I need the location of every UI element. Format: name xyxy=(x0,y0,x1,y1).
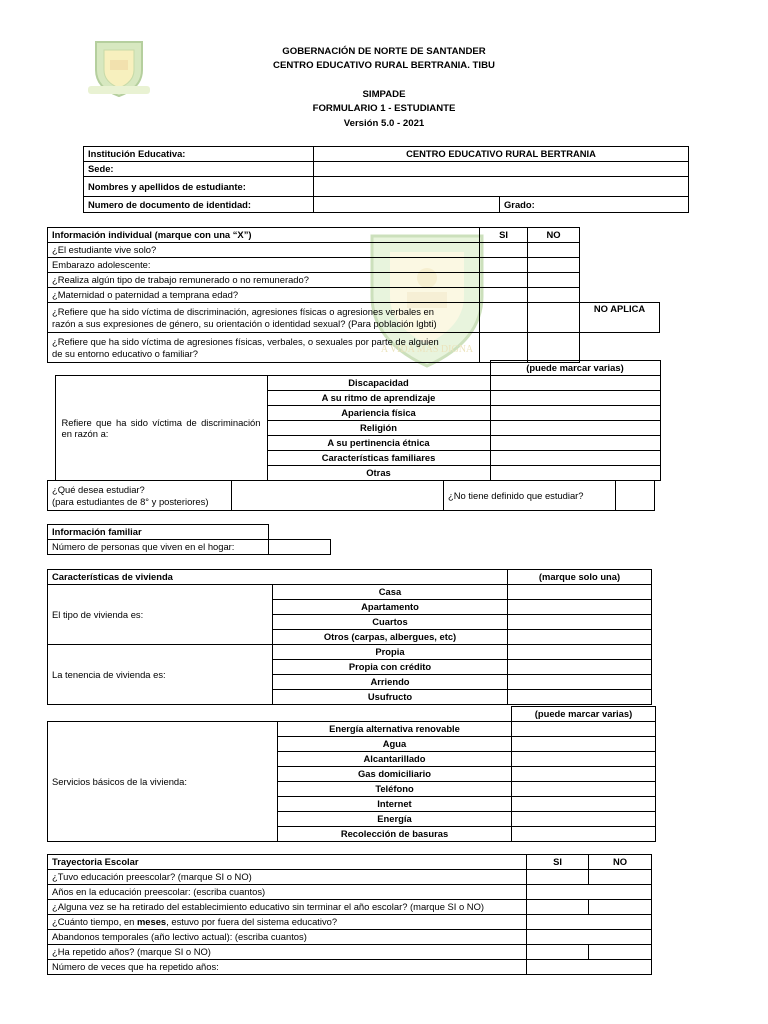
family-title: Información familiar xyxy=(48,525,269,540)
option-usufructo: Usufructo xyxy=(273,690,508,705)
answer-box[interactable] xyxy=(512,797,656,812)
answer-box[interactable] xyxy=(512,812,656,827)
q-meses-fuera: ¿Cuánto tiempo, en meses, estuvo por fuera del sistema educativo? xyxy=(48,915,527,930)
answer-box[interactable] xyxy=(490,436,660,451)
answer-box[interactable] xyxy=(508,615,652,630)
answer-box[interactable] xyxy=(508,690,652,705)
answer-box[interactable] xyxy=(512,722,656,737)
option-otras: Otras xyxy=(267,466,490,481)
housing-table xyxy=(47,569,652,705)
sede-label: Sede: xyxy=(84,162,314,177)
answer-box[interactable] xyxy=(508,630,652,645)
housing-title: Características de vivienda xyxy=(48,570,508,585)
q-discriminacion-lgbti: ¿Refiere que ha sido víctima de discriminación, agresiones físicas o agresiones verbales en razón a sus expresiones de género, su orientación o identidad sexual? (Para población lgbti) xyxy=(48,303,480,333)
watermark-motto: A VIDA MÁS DIGNA xyxy=(380,344,474,355)
option-energia: Energía xyxy=(278,812,512,827)
option-recoleccion-basuras: Recolección de basuras xyxy=(278,827,512,842)
option-propia-credito: Propia con crédito xyxy=(273,660,508,675)
no-header: NO xyxy=(528,228,580,243)
answer-box[interactable] xyxy=(512,752,656,767)
answer-box[interactable] xyxy=(508,585,652,600)
answer-no[interactable] xyxy=(589,945,652,960)
answer-box[interactable] xyxy=(490,391,660,406)
grado-label[interactable]: Grado: xyxy=(500,197,689,213)
answer-si[interactable] xyxy=(480,333,528,363)
option-telefono: Teléfono xyxy=(278,782,512,797)
answer-box[interactable] xyxy=(490,376,660,391)
family-table xyxy=(47,524,331,555)
abandonos-field[interactable] xyxy=(527,930,652,945)
q-personas-hogar: Número de personas que viven en el hogar: xyxy=(48,540,269,555)
no-definido-box[interactable] xyxy=(616,481,655,511)
q-preescolar: ¿Tuvo educación preescolar? (marque SI o NO) xyxy=(48,870,527,885)
option-ritmo-aprendizaje: A su ritmo de aprendizaje xyxy=(267,391,490,406)
option-apariencia-fisica: Apariencia física xyxy=(267,406,490,421)
multiple-choice-note: (puede marcar varias) xyxy=(490,361,660,376)
answer-box[interactable] xyxy=(508,600,652,615)
option-energia-alternativa: Energía alternativa renovable xyxy=(278,722,512,737)
discrimination-table xyxy=(47,360,661,481)
answer-box[interactable] xyxy=(512,827,656,842)
option-internet: Internet xyxy=(278,797,512,812)
answer-box[interactable] xyxy=(490,406,660,421)
answer-si[interactable] xyxy=(480,258,528,273)
answer-box[interactable] xyxy=(512,737,656,752)
answer-no[interactable] xyxy=(589,870,652,885)
answer-box[interactable] xyxy=(490,421,660,436)
option-discapacidad: Discapacidad xyxy=(267,376,490,391)
study-field[interactable] xyxy=(232,481,444,511)
school-si-header: SI xyxy=(527,855,589,870)
answer-si[interactable] xyxy=(480,288,528,303)
answer-si[interactable] xyxy=(480,303,528,333)
option-alcantarillado: Alcantarillado xyxy=(278,752,512,767)
school-trajectory-table xyxy=(47,854,652,975)
option-arriendo: Arriendo xyxy=(273,675,508,690)
answer-no[interactable] xyxy=(528,333,580,363)
q-repetido: ¿Ha repetido años? (marque SI o NO) xyxy=(48,945,527,960)
discrimination-label: Refiere que ha sido víctima de discriminación en razón a: xyxy=(55,376,267,481)
q-vive-solo: ¿El estudiante vive solo? xyxy=(48,243,480,258)
one-choice-note: (marque solo una) xyxy=(508,570,652,585)
answer-box[interactable] xyxy=(508,660,652,675)
answer-no[interactable] xyxy=(589,900,652,915)
answer-si[interactable] xyxy=(480,243,528,258)
option-agua: Agua xyxy=(278,737,512,752)
document-field[interactable] xyxy=(314,197,500,213)
option-otros-vivienda: Otros (carpas, albergues, etc) xyxy=(273,630,508,645)
answer-no[interactable] xyxy=(528,288,580,303)
option-gas-domiciliario: Gas domiciliario xyxy=(278,767,512,782)
q-veces-repetido: Número de veces que ha repetido años: xyxy=(48,960,527,975)
answer-si[interactable] xyxy=(527,945,589,960)
answer-no[interactable] xyxy=(528,258,580,273)
answer-no[interactable] xyxy=(528,273,580,288)
q-no-definido: ¿No tiene definido que estudiar? xyxy=(444,481,616,511)
individual-title: Información individual (marque con una “X”) xyxy=(48,228,480,243)
q-abandonos: Abandonos temporales (año lectivo actual): (escriba cuantos) xyxy=(48,930,527,945)
document-label: Numero de documento de identidad: xyxy=(84,197,314,213)
q-embarazo: Embarazo adolescente: xyxy=(48,258,480,273)
option-cuartos: Cuartos xyxy=(273,615,508,630)
header-line-4: FORMULARIO 1 - ESTUDIANTE xyxy=(312,103,456,114)
header-line-1: GOBERNACIÓN DE NORTE DE SANTANDER xyxy=(282,46,486,57)
student-name-label: Nombres y apellidos de estudiante: xyxy=(84,177,314,197)
option-religion: Religión xyxy=(267,421,490,436)
sede-field[interactable] xyxy=(314,162,689,177)
option-apartamento: Apartamento xyxy=(273,600,508,615)
student-name-field[interactable] xyxy=(314,177,689,197)
q-trabajo: ¿Realiza algún tipo de trabajo remunerado o no remunerado? xyxy=(48,273,480,288)
answer-si[interactable] xyxy=(527,900,589,915)
answer-box[interactable] xyxy=(508,675,652,690)
institution-table xyxy=(83,146,689,213)
services-multiple-note: (puede marcar varias) xyxy=(512,707,656,722)
services-label: Servicios básicos de la vivienda: xyxy=(48,722,278,842)
services-table xyxy=(47,706,656,842)
header-line-3: SIMPADE xyxy=(362,89,406,100)
q-agresiones: ¿Refiere que ha sido víctima de agresiones físicas, verbales, o sexuales por parte de alguien de su entorno educativo o familiar? xyxy=(48,333,480,363)
meses-fuera-field[interactable] xyxy=(527,915,652,930)
q-retirado: ¿Alguna vez se ha retirado del establecimiento educativo sin terminar el año escolar? (marque SI o NO) xyxy=(48,900,527,915)
answer-no[interactable] xyxy=(528,303,580,333)
answer-box[interactable] xyxy=(512,767,656,782)
q-anos-preescolar: Años en la educación preescolar: (escriba cuantos) xyxy=(48,885,527,900)
school-no-header: NO xyxy=(589,855,652,870)
answer-no[interactable] xyxy=(528,243,580,258)
option-casa: Casa xyxy=(273,585,508,600)
individual-info-table xyxy=(47,227,660,363)
answer-si[interactable] xyxy=(527,870,589,885)
header-line-2: CENTRO EDUCATIVO RURAL BERTRANIA. TIBU xyxy=(273,60,495,71)
housing-type-label: El tipo de vivienda es: xyxy=(48,585,273,645)
answer-si[interactable] xyxy=(480,273,528,288)
veces-repetido-field[interactable] xyxy=(527,960,652,975)
anos-preescolar-field[interactable] xyxy=(527,885,652,900)
q-maternidad: ¿Maternidad o paternidad a temprana edad? xyxy=(48,288,480,303)
option-propia: Propia xyxy=(273,645,508,660)
no-aplica-header[interactable]: NO APLICA xyxy=(580,303,660,333)
answer-box[interactable] xyxy=(508,645,652,660)
answer-box[interactable] xyxy=(512,782,656,797)
q-que-desea-estudiar: ¿Qué desea estudiar? (para estudiantes de 8° y posteriores) xyxy=(48,481,232,511)
personas-hogar-field[interactable] xyxy=(269,540,331,555)
option-caracteristicas-familiares: Características familiares xyxy=(267,451,490,466)
answer-box[interactable] xyxy=(490,451,660,466)
housing-tenure-label: La tenencia de vivienda es: xyxy=(48,645,273,705)
option-pertinencia-etnica: A su pertinencia étnica xyxy=(267,436,490,451)
si-header: SI xyxy=(480,228,528,243)
institution-value[interactable]: CENTRO EDUCATIVO RURAL BERTRANIA xyxy=(314,147,689,162)
institution-label: Institución Educativa: xyxy=(84,147,314,162)
header-line-5: Versión 5.0 - 2021 xyxy=(343,118,425,129)
school-title: Trayectoria Escolar xyxy=(48,855,527,870)
answer-box[interactable] xyxy=(490,466,660,481)
study-table xyxy=(47,480,655,511)
